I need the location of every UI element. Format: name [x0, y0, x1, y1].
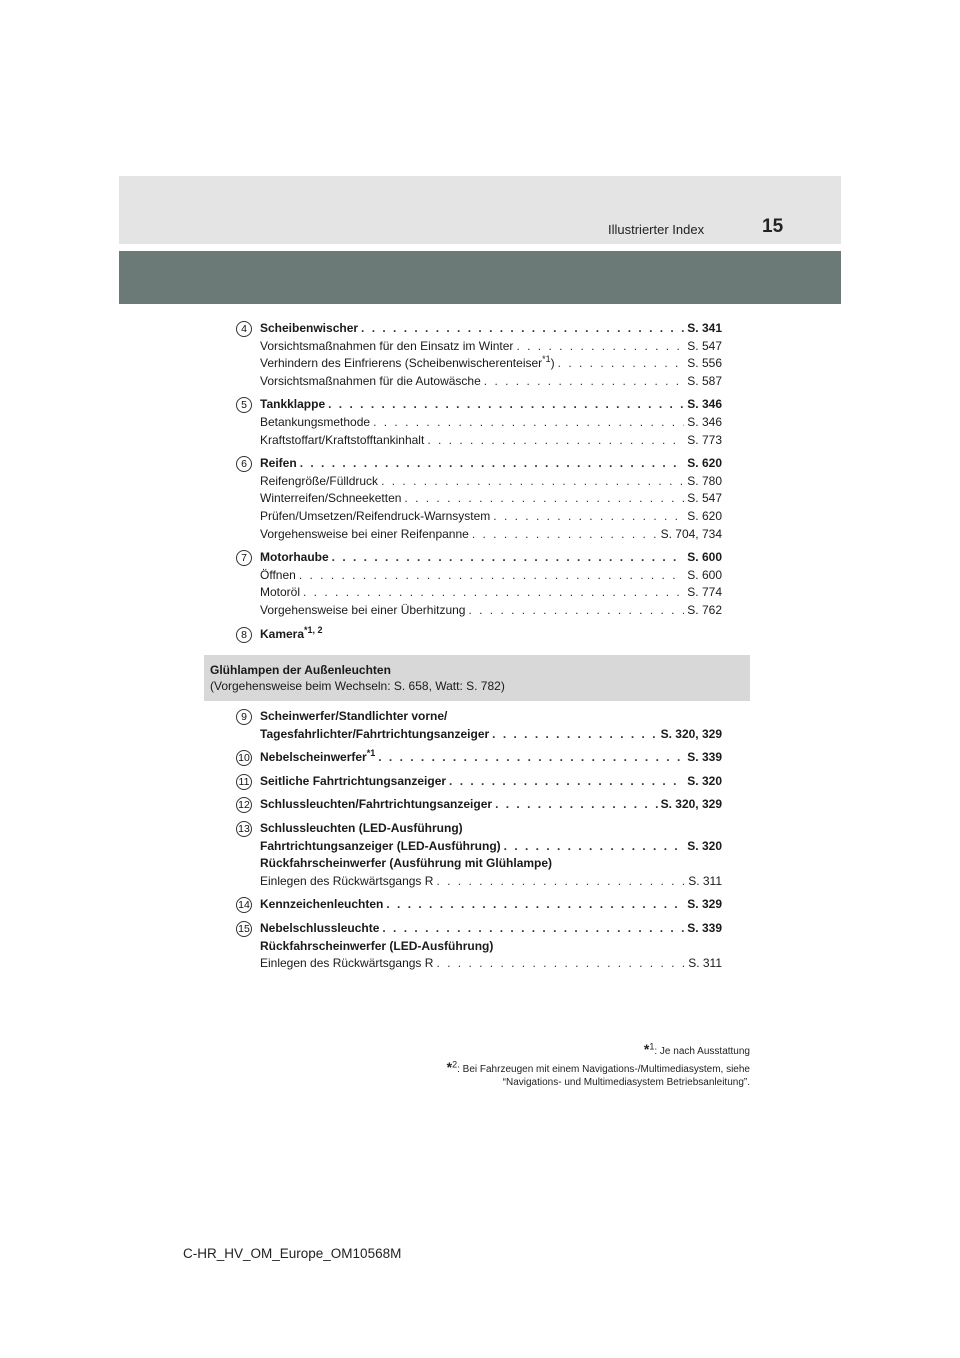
- dot-leader: [492, 726, 657, 744]
- entry-label: Tagesfahrlichter/Fahrtrichtungsanzeiger: [260, 726, 490, 741]
- entry-line: [260, 473, 722, 491]
- index-entry: [236, 773, 722, 791]
- entry-number-badge: 12: [236, 797, 252, 813]
- page-reference[interactable]: S. 780: [687, 473, 722, 488]
- entry-number-badge: 5: [236, 397, 252, 413]
- dot-leader: [436, 955, 685, 973]
- index-entry: [236, 920, 722, 973]
- bulb-box-subtitle: (Vorgehensweise beim Wechseln: S. 658, Watt: S. 782): [210, 679, 505, 693]
- entry-line: [260, 396, 722, 414]
- dot-leader: [378, 749, 684, 767]
- index-entry: [236, 896, 722, 914]
- dot-leader: [504, 838, 685, 856]
- entry-line: [260, 338, 722, 356]
- dot-leader: [386, 896, 684, 914]
- page-reference[interactable]: S. 339: [687, 750, 722, 765]
- page-reference[interactable]: S. 346: [687, 414, 722, 429]
- entry-label: Nebelscheinwerfer$^{*1}$: [260, 748, 376, 765]
- entry-label: Scheinwerfer/Standlichter vorne/: [260, 709, 448, 723]
- dot-leader: [484, 373, 685, 391]
- entry-label: Verhindern des Einfrierens (Scheibenwischerenteiser$^{*1}$): [260, 354, 555, 371]
- dot-leader: [300, 455, 685, 473]
- footnote-2-cont: “Navigations- und Multimediasystem Betriebsanleitung”.: [502, 1077, 750, 1088]
- entry-label: Kraftstoffart/Kraftstofftankinhalt: [260, 432, 425, 447]
- dot-leader: [472, 526, 658, 544]
- entry-line: [260, 626, 722, 644]
- index-entry: [236, 396, 722, 449]
- entry-label: Schlussleuchten (LED-Ausführung): [260, 820, 463, 835]
- page-reference[interactable]: S. 620: [687, 508, 722, 523]
- dot-leader: [468, 602, 684, 620]
- entry-line: [260, 320, 722, 338]
- entry-line: [260, 955, 722, 973]
- entry-line: [260, 508, 722, 526]
- dot-leader: [558, 355, 685, 373]
- page-reference[interactable]: S. 329: [687, 897, 722, 912]
- entry-label: Vorsichtsmaßnahmen für den Einsatz im Winter: [260, 338, 514, 353]
- entry-label: Betankungsmethode: [260, 414, 371, 429]
- entry-label: Schlussleuchten/Fahrtrichtungsanzeiger: [260, 797, 493, 812]
- dot-leader: [436, 873, 685, 891]
- bulb-info-box: [204, 655, 750, 701]
- entry-label: Reifengröße/Fülldruck: [260, 473, 379, 488]
- page-reference[interactable]: S. 320, 329: [660, 726, 722, 741]
- entry-label: Kamera$^{*1, 2}$: [260, 624, 323, 641]
- entry-label: Vorgehensweise bei einer Reifenpanne: [260, 526, 469, 541]
- entry-line: [260, 355, 722, 373]
- index-entry: [236, 820, 722, 890]
- dot-leader: [299, 567, 684, 585]
- index-entries-lower: [236, 708, 722, 979]
- page-reference[interactable]: S. 311: [688, 956, 722, 971]
- index-entries-upper: [236, 320, 722, 649]
- entry-line: [260, 602, 722, 620]
- entry-line: [260, 455, 722, 473]
- dot-leader: [381, 473, 684, 491]
- dot-leader: [449, 773, 684, 791]
- entry-number-badge: 14: [236, 897, 252, 913]
- section-title: Illustrierter Index: [608, 222, 705, 237]
- entry-label: Seitliche Fahrtrichtungsanzeiger: [260, 773, 447, 788]
- entry-number-badge: 4: [236, 321, 252, 337]
- page-reference[interactable]: S. 339: [687, 920, 722, 935]
- footnote-2: *$^2$: Bei Fahrzeugen mit einem Navigations-/Multimediasystem, siehe: [446, 1059, 750, 1075]
- entry-label: Tankklappe: [260, 397, 326, 412]
- page-reference[interactable]: S. 547: [687, 491, 722, 506]
- dot-leader: [493, 508, 684, 526]
- index-entry: [236, 626, 722, 644]
- index-entry: [236, 455, 722, 543]
- entry-line: [260, 873, 722, 891]
- dot-leader: [332, 549, 685, 567]
- entry-line: [260, 526, 722, 544]
- entry-label: Kennzeichenleuchten: [260, 897, 384, 912]
- entry-line: [260, 896, 722, 914]
- page-reference[interactable]: S. 556: [687, 356, 722, 371]
- page-reference[interactable]: S. 620: [687, 456, 722, 471]
- entry-line: [260, 567, 722, 585]
- dot-leader: [495, 796, 658, 814]
- entry-number-badge: 9: [236, 709, 252, 725]
- page-reference[interactable]: S. 341: [687, 321, 722, 335]
- index-entry: [236, 796, 722, 814]
- page-reference[interactable]: S. 311: [688, 873, 722, 888]
- entry-line: [260, 820, 722, 838]
- index-entry: [236, 549, 722, 619]
- page-reference[interactable]: S. 320, 329: [660, 797, 722, 812]
- dot-leader: [404, 490, 684, 508]
- entry-line: [260, 373, 722, 391]
- entry-label: Einlegen des Rückwärtsgangs R: [260, 956, 434, 971]
- entry-line: [260, 838, 722, 856]
- entry-label: Rückfahrscheinwerfer (LED-Ausführung): [260, 938, 494, 953]
- page-reference[interactable]: S. 704, 734: [660, 526, 722, 541]
- dot-leader: [303, 584, 684, 602]
- dot-leader: [427, 432, 684, 450]
- entry-label: Öffnen: [260, 567, 296, 582]
- page-reference[interactable]: S. 600: [687, 550, 722, 565]
- page-reference[interactable]: S. 773: [687, 432, 722, 447]
- entry-line: [260, 584, 722, 602]
- entry-number-badge: 10: [236, 750, 252, 766]
- dot-leader: [361, 320, 684, 338]
- page-number: 15: [762, 216, 784, 237]
- entry-label: Vorsichtsmaßnahmen für die Autowäsche: [260, 373, 481, 388]
- entry-label: Scheibenwischer: [260, 321, 359, 335]
- entry-line: [260, 490, 722, 508]
- entry-line: [260, 773, 722, 791]
- entry-line: [260, 855, 722, 873]
- entry-number-badge: 13: [236, 821, 252, 837]
- entry-label: Motorhaube: [260, 550, 329, 565]
- entry-line: [260, 432, 722, 450]
- page-reference[interactable]: S. 320: [687, 838, 722, 853]
- page-reference[interactable]: S. 587: [687, 373, 722, 388]
- entry-number-badge: 15: [236, 921, 252, 937]
- footnotes: [447, 1043, 750, 1089]
- entry-line: [260, 749, 722, 767]
- entry-line: [260, 726, 722, 744]
- entry-number-badge: 8: [236, 627, 252, 643]
- entry-label: Reifen: [260, 456, 297, 471]
- entry-line: [260, 549, 722, 567]
- entry-label: Motoröl: [260, 585, 301, 600]
- entry-label: Vorgehensweise bei einer Überhitzung: [260, 602, 466, 617]
- page-reference[interactable]: S. 600: [687, 567, 722, 582]
- bulb-box-title: Glühlampen der Außenleuchten: [210, 663, 391, 677]
- dot-leader: [516, 338, 684, 356]
- page-reference[interactable]: S. 547: [687, 338, 722, 353]
- entry-line: [260, 708, 722, 726]
- entry-number-badge: 7: [236, 550, 252, 566]
- entry-line: [260, 920, 722, 938]
- entry-line: [260, 796, 722, 814]
- header-bar: [119, 251, 841, 304]
- entry-label: Rückfahrscheinwerfer (Ausführung mit Glühlampe): [260, 856, 553, 871]
- entry-label: Einlegen des Rückwärtsgangs R: [260, 873, 434, 888]
- index-entry: [236, 749, 722, 767]
- entry-label: Prüfen/Umsetzen/Reifendruck-Warnsystem: [260, 508, 491, 523]
- entry-number-badge: 6: [236, 456, 252, 472]
- entry-label: Nebelschlussleuchte: [260, 920, 380, 935]
- dot-leader: [382, 920, 684, 938]
- page-reference[interactable]: S. 346: [687, 397, 722, 412]
- page-reference[interactable]: S. 774: [687, 585, 722, 600]
- entry-label: Fahrtrichtungsanzeiger (LED-Ausführung): [260, 838, 501, 853]
- footnote-1: *$^1$: Je nach Ausstattung: [643, 1041, 750, 1057]
- dot-leader: [328, 396, 684, 414]
- entry-line: [260, 938, 722, 956]
- page-reference[interactable]: S. 320: [687, 773, 722, 788]
- entry-number-badge: 11: [236, 774, 252, 790]
- entry-line: [260, 414, 722, 432]
- document-id: C-HR_HV_OM_Europe_OM10568M: [183, 1246, 402, 1261]
- entry-label: Winterreifen/Schneeketten: [260, 491, 402, 506]
- index-entry: [236, 708, 722, 743]
- index-entry: [236, 320, 722, 390]
- dot-leader: [373, 414, 684, 432]
- header-band: [119, 176, 841, 244]
- page-reference[interactable]: S. 762: [687, 602, 722, 617]
